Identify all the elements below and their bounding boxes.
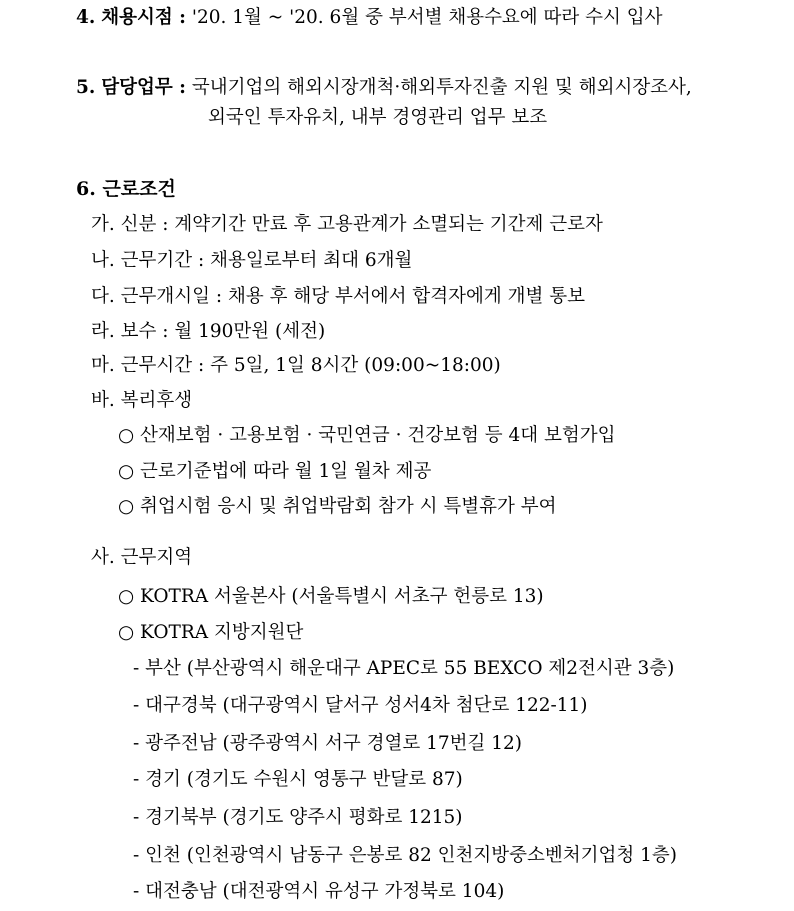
condition-item-pay: 라. 보수 : 월 190만원 (세전) [91, 321, 326, 342]
section-6-heading: 6. 근로조건 [76, 178, 176, 200]
condition-item-start-date: 다. 근무개시일 : 채용 후 해당 부서에서 합격자에게 개별 통보 [91, 286, 585, 307]
condition-item-period: 나. 근무기간 : 채용일로부터 최대 6개월 [91, 250, 413, 271]
section-5-line-2: 외국인 투자유치, 내부 경영관리 업무 보조 [208, 107, 548, 128]
branch-item-daegu: - 대구경북 (대구광역시 달서구 성서4차 첨단로 122-11) [133, 695, 588, 716]
welfare-item-insurance: ○ 산재보험 · 고용보험 · 국민연금 · 건강보험 등 4대 보험가입 [118, 425, 616, 446]
branch-item-incheon: - 인천 (인천광역시 남동구 은봉로 82 인천지방중소벤처기업청 1층) [133, 845, 677, 866]
branch-item-gyeonggi-north: - 경기북부 (경기도 양주시 평화로 1215) [133, 807, 463, 828]
condition-item-status: 가. 신분 : 계약기간 만료 후 고용관계가 소멸되는 기간제 근로자 [91, 214, 603, 235]
location-item-regional: ○ KOTRA 지방지원단 [118, 622, 304, 643]
section-5-number: 5. [76, 77, 96, 98]
condition-item-welfare: 바. 복리후생 [91, 390, 193, 411]
condition-item-location: 사. 근무지역 [91, 547, 193, 568]
section-4 [76, 6, 663, 30]
location-item-seoul: ○ KOTRA 서울본사 (서울특별시 서초구 헌릉로 13) [118, 586, 544, 607]
branch-item-gyeonggi: - 경기 (경기도 수원시 영통구 반달로 87) [133, 769, 463, 790]
welfare-item-special-leave: ○ 취업시험 응시 및 취업박람회 참가 시 특별휴가 부여 [118, 496, 557, 517]
branch-item-busan: - 부산 (부산광역시 해운대구 APEC로 55 BEXCO 제2전시관 3층) [133, 658, 675, 679]
section-5-title: 담당업무 : [101, 77, 186, 98]
welfare-item-monthly-leave: ○ 근로기준법에 따라 월 1일 월차 제공 [118, 461, 432, 482]
section-4-text: '20. 1월 ~ '20. 6월 중 부서별 채용수요에 따라 수시 입사 [191, 7, 663, 28]
section-5-line-1: 국내기업의 해외시장개척·해외투자진출 지원 및 해외시장조사, [191, 77, 692, 98]
section-4-number: 4. [76, 7, 96, 28]
condition-item-hours: 마. 근무시간 : 주 5일, 1일 8시간 (09:00~18:00) [91, 355, 501, 376]
branch-item-daejeon: - 대전충남 (대전광역시 유성구 가정북로 104) [133, 881, 505, 902]
branch-item-gwangju: - 광주전남 (광주광역시 서구 경열로 17번길 12) [133, 733, 522, 754]
section-5 [76, 76, 692, 100]
section-4-title: 채용시점 : [101, 7, 186, 28]
